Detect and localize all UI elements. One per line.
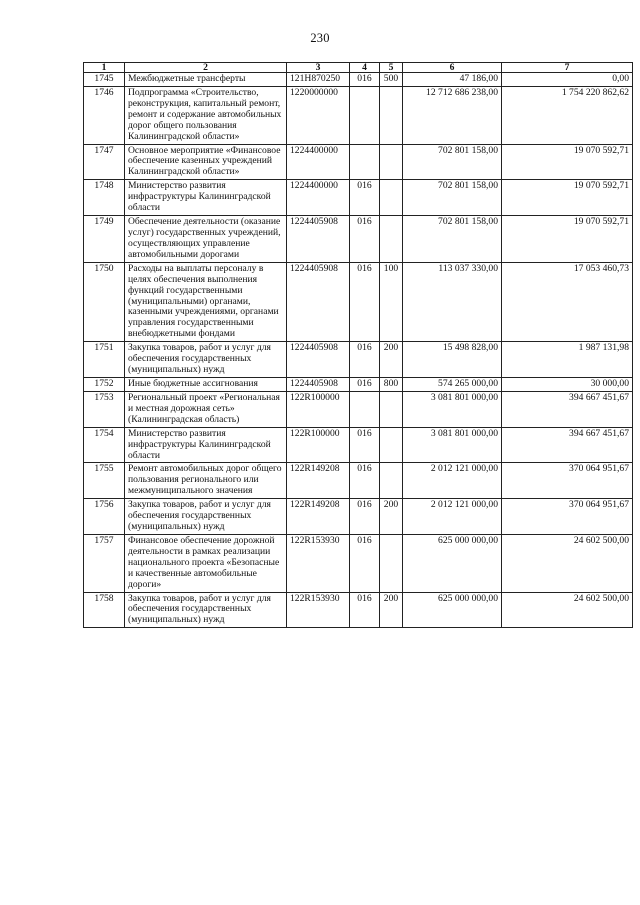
amount-actual: 1 754 220 862,62 (502, 86, 633, 144)
administrator-code: 016 (350, 216, 380, 263)
administrator-code: 016 (350, 377, 380, 391)
expense-type-code (380, 427, 403, 463)
amount-plan: 47 186,00 (403, 73, 502, 87)
row-number: 1754 (84, 427, 125, 463)
row-name: Региональный проект «Региональная и местная дорожная сеть» (Калининградская область) (125, 391, 287, 427)
expense-type-code (380, 86, 403, 144)
administrator-code (350, 86, 380, 144)
expense-type-code: 800 (380, 377, 403, 391)
table-row (84, 377, 633, 391)
amount-actual: 1 987 131,98 (502, 342, 633, 378)
administrator-code: 016 (350, 342, 380, 378)
row-name: Ремонт автомобильных дорог общего пользования регионального или межмуниципального значения (125, 463, 287, 499)
row-number: 1747 (84, 144, 125, 180)
target-article-code: 122R100000 (287, 391, 350, 427)
amount-actual: 19 070 592,71 (502, 144, 633, 180)
row-number: 1752 (84, 377, 125, 391)
administrator-code: 016 (350, 180, 380, 216)
amount-plan: 2 012 121 000,00 (403, 499, 502, 535)
target-article-code: 1224405908 (287, 216, 350, 263)
row-number: 1756 (84, 499, 125, 535)
target-article-code: 122R149208 (287, 463, 350, 499)
table-row (84, 73, 633, 87)
administrator-code: 016 (350, 262, 380, 341)
amount-actual: 394 667 451,67 (502, 391, 633, 427)
row-number: 1757 (84, 534, 125, 592)
row-name: Иные бюджетные ассигнования (125, 377, 287, 391)
row-number: 1758 (84, 592, 125, 628)
expense-type-code: 100 (380, 262, 403, 341)
row-number: 1746 (84, 86, 125, 144)
expense-type-code (380, 463, 403, 499)
administrator-code (350, 144, 380, 180)
row-name: Закупка товаров, работ и услуг для обеспечения государственных (муниципальных) нужд (125, 499, 287, 535)
table-body (84, 73, 633, 628)
row-number: 1751 (84, 342, 125, 378)
expense-type-code (380, 534, 403, 592)
row-name: Финансовое обеспечение дорожной деятельности в рамках реализации национального проекта «Безопасные и качественные автомобильные дороги» (125, 534, 287, 592)
table-row (84, 391, 633, 427)
amount-actual: 0,00 (502, 73, 633, 87)
administrator-code: 016 (350, 427, 380, 463)
expense-type-code: 200 (380, 592, 403, 628)
table-row (84, 592, 633, 628)
row-number: 1749 (84, 216, 125, 263)
row-number: 1748 (84, 180, 125, 216)
amount-plan: 625 000 000,00 (403, 592, 502, 628)
amount-actual: 370 064 951,67 (502, 499, 633, 535)
target-article-code: 122R153930 (287, 592, 350, 628)
administrator-code: 016 (350, 499, 380, 535)
amount-actual: 30 000,00 (502, 377, 633, 391)
amount-plan: 15 498 828,00 (403, 342, 502, 378)
table-row (84, 144, 633, 180)
amount-plan: 702 801 158,00 (403, 144, 502, 180)
administrator-code (350, 391, 380, 427)
administrator-code: 016 (350, 73, 380, 87)
column-header: 4 (350, 63, 380, 73)
row-name: Основное мероприятие «Финансовое обеспечение казенных учреждений Калининградской области» (125, 144, 287, 180)
target-article-code: 1220000000 (287, 86, 350, 144)
table-row (84, 216, 633, 263)
amount-actual: 19 070 592,71 (502, 216, 633, 263)
table-row (84, 427, 633, 463)
target-article-code: 1224405908 (287, 377, 350, 391)
amount-plan: 12 712 686 238,00 (403, 86, 502, 144)
page-number: 230 (310, 31, 330, 45)
administrator-code: 016 (350, 463, 380, 499)
table-row (84, 86, 633, 144)
table-row (84, 342, 633, 378)
target-article-code: 121Н870250 (287, 73, 350, 87)
column-header: 2 (125, 63, 287, 73)
amount-plan: 702 801 158,00 (403, 216, 502, 263)
row-name: Подпрограмма «Строительство, реконструкция, капитальный ремонт, ремонт и содержание автомобильных дорог общего пользования Калининградской области» (125, 86, 287, 144)
row-number: 1755 (84, 463, 125, 499)
expense-type-code (380, 144, 403, 180)
row-number: 1753 (84, 391, 125, 427)
amount-actual: 19 070 592,71 (502, 180, 633, 216)
column-header: 3 (287, 63, 350, 73)
column-header: 6 (403, 63, 502, 73)
row-name: Закупка товаров, работ и услуг для обеспечения государственных (муниципальных) нужд (125, 342, 287, 378)
target-article-code: 122R153930 (287, 534, 350, 592)
amount-actual: 394 667 451,67 (502, 427, 633, 463)
amount-plan: 3 081 801 000,00 (403, 391, 502, 427)
target-article-code: 1224405908 (287, 342, 350, 378)
column-header: 7 (502, 63, 633, 73)
row-name: Обеспечение деятельности (оказание услуг) государственных учреждений, осуществляющих управление автомобильными дорогами (125, 216, 287, 263)
budget-table (83, 62, 633, 628)
amount-plan: 2 012 121 000,00 (403, 463, 502, 499)
target-article-code: 122R149208 (287, 499, 350, 535)
expense-type-code: 200 (380, 499, 403, 535)
target-article-code: 1224400000 (287, 180, 350, 216)
amount-plan: 625 000 000,00 (403, 534, 502, 592)
row-name: Министерство развития инфраструктуры Калининградской области (125, 427, 287, 463)
row-number: 1745 (84, 73, 125, 87)
column-header: 1 (84, 63, 125, 73)
table-row (84, 499, 633, 535)
expense-type-code (380, 180, 403, 216)
row-name: Министерство развития инфраструктуры Калининградской области (125, 180, 287, 216)
table-row (84, 534, 633, 592)
expense-type-code: 500 (380, 73, 403, 87)
target-article-code: 1224405908 (287, 262, 350, 341)
target-article-code: 1224400000 (287, 144, 350, 180)
table-row (84, 463, 633, 499)
target-article-code: 122R100000 (287, 427, 350, 463)
table-row (84, 262, 633, 341)
amount-plan: 702 801 158,00 (403, 180, 502, 216)
row-name: Расходы на выплаты персоналу в целях обеспечения выполнения функций государственными (муниципальными) органами, казенными учреждениями, органами управления государственными внебюджетными фондами (125, 262, 287, 341)
table-header-row (84, 63, 633, 73)
amount-actual: 24 602 500,00 (502, 534, 633, 592)
amount-actual: 17 053 460,73 (502, 262, 633, 341)
amount-plan: 113 037 330,00 (403, 262, 502, 341)
expense-type-code (380, 391, 403, 427)
amount-plan: 3 081 801 000,00 (403, 427, 502, 463)
row-number: 1750 (84, 262, 125, 341)
amount-actual: 370 064 951,67 (502, 463, 633, 499)
amount-actual: 24 602 500,00 (502, 592, 633, 628)
row-name: Закупка товаров, работ и услуг для обеспечения государственных (муниципальных) нужд (125, 592, 287, 628)
administrator-code: 016 (350, 592, 380, 628)
row-name: Межбюджетные трансферты (125, 73, 287, 87)
expense-type-code: 200 (380, 342, 403, 378)
column-header: 5 (380, 63, 403, 73)
table-row (84, 180, 633, 216)
administrator-code: 016 (350, 534, 380, 592)
amount-plan: 574 265 000,00 (403, 377, 502, 391)
expense-type-code (380, 216, 403, 263)
